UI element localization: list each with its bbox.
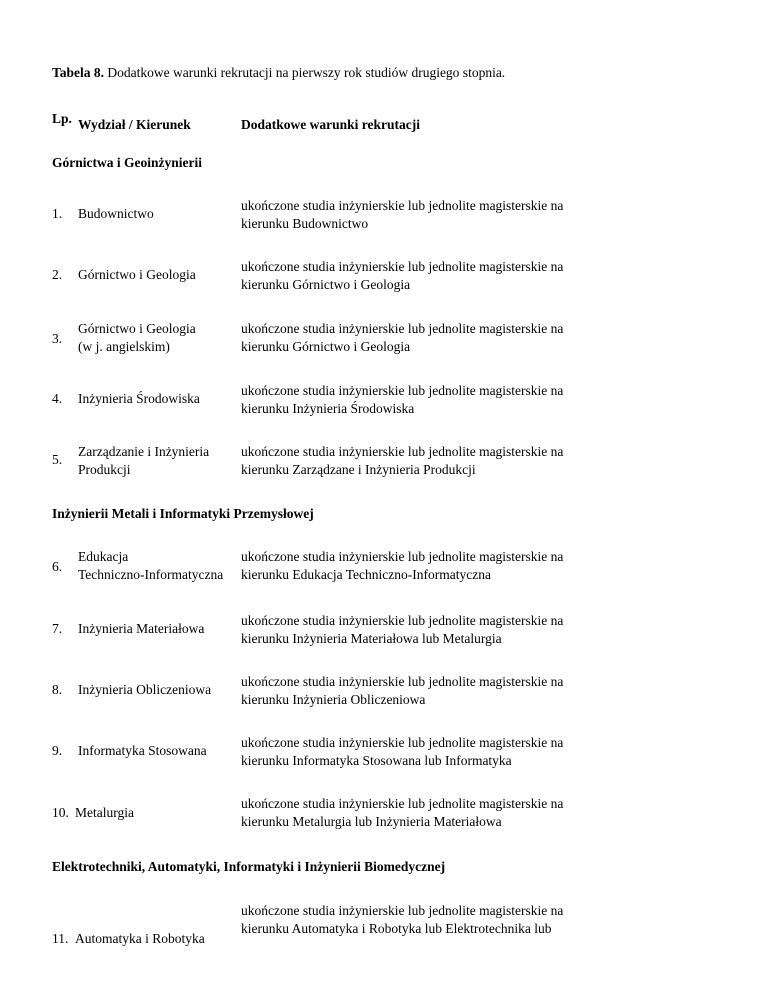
row-number: 1. <box>52 206 63 221</box>
row-field: (w j. angielskim) <box>78 339 170 354</box>
row-condition-line: kierunku Zarządzane i Inżynieria Produkcji <box>241 462 476 477</box>
row-condition-line: ukończone studia inżynierskie lub jednolite magisterskie na <box>241 444 564 459</box>
row-condition-line: ukończone studia inżynierskie lub jednolite magisterskie na <box>241 735 564 750</box>
row-condition-line: ukończone studia inżynierskie lub jednolite magisterskie na <box>241 321 564 336</box>
header-lp: Lp. <box>52 111 72 126</box>
row-field: Inżynieria Obliczeniowa <box>78 682 212 697</box>
row-condition-line: kierunku Automatyka i Robotyka lub Elektrotechnika lub <box>241 921 552 936</box>
header-conditions: Dodatkowe warunki rekrutacji <box>241 117 421 132</box>
row-condition-line: ukończone studia inżynierskie lub jednolite magisterskie na <box>241 549 564 564</box>
row-condition-line: kierunku Metalurgia lub Inżynieria Materiałowa <box>241 814 502 829</box>
row-field: Automatyka i Robotyka <box>75 931 205 946</box>
row-condition-line: ukończone studia inżynierskie lub jednolite magisterskie na <box>241 198 564 213</box>
section-heading: Górnictwa i Geoinżynierii <box>52 155 202 170</box>
row-condition-line: ukończone studia inżynierskie lub jednolite magisterskie na <box>241 903 564 918</box>
row-number: 6. <box>52 559 63 574</box>
table-caption-text: Dodatkowe warunki rekrutacji na pierwszy rok studiów drugiego stopnia. <box>104 65 506 80</box>
row-field: Inżynieria Środowiska <box>78 391 200 406</box>
row-field: Górnictwo i Geologia <box>78 267 196 282</box>
header-field: Wydział / Kierunek <box>78 117 191 132</box>
section-heading: Inżynierii Metali i Informatyki Przemysłowej <box>52 506 314 521</box>
row-condition-line: kierunku Górnictwo i Geologia <box>241 277 411 292</box>
row-condition-line: kierunku Inżynieria Obliczeniowa <box>241 692 426 707</box>
table-caption-label: Tabela 8. <box>52 65 105 80</box>
row-number: 7. <box>52 621 63 636</box>
row-field: Inżynieria Materiałowa <box>78 621 205 636</box>
table-caption <box>52 64 505 82</box>
row-number: 5. <box>52 452 63 467</box>
row-number: 8. <box>52 682 63 697</box>
row-condition-line: kierunku Budownictwo <box>241 216 369 231</box>
row-condition-line: kierunku Inżynieria Materiałowa lub Metalurgia <box>241 631 502 646</box>
row-number: 10. <box>52 805 69 820</box>
row-number: 11. <box>52 931 69 946</box>
row-condition-line: ukończone studia inżynierskie lub jednolite magisterskie na <box>241 383 564 398</box>
row-field: Techniczno-Informatyczna <box>78 567 224 582</box>
row-condition-line: kierunku Informatyka Stosowana lub Informatyka <box>241 753 512 768</box>
row-condition-line: ukończone studia inżynierskie lub jednolite magisterskie na <box>241 259 564 274</box>
row-condition-line: kierunku Edukacja Techniczno-Informatyczna <box>241 567 491 582</box>
row-condition-line: ukończone studia inżynierskie lub jednolite magisterskie na <box>241 674 564 689</box>
row-field: Budownictwo <box>78 206 154 221</box>
row-number: 2. <box>52 267 63 282</box>
row-field: Metalurgia <box>75 805 134 820</box>
row-condition-line: ukończone studia inżynierskie lub jednolite magisterskie na <box>241 613 564 628</box>
row-condition-line: kierunku Górnictwo i Geologia <box>241 339 411 354</box>
row-condition-line: ukończone studia inżynierskie lub jednolite magisterskie na <box>241 796 564 811</box>
row-field: Edukacja <box>78 549 129 564</box>
section-heading: Elektrotechniki, Automatyki, Informatyki i Inżynierii Biomedycznej <box>52 859 446 874</box>
row-field: Górnictwo i Geologia <box>78 321 196 336</box>
row-number: 9. <box>52 743 63 758</box>
row-field: Zarządzanie i Inżynieria <box>78 444 210 459</box>
row-number: 3. <box>52 331 63 346</box>
row-number: 4. <box>52 391 63 406</box>
row-field: Informatyka Stosowana <box>78 743 207 758</box>
row-field: Produkcji <box>78 462 131 477</box>
row-condition-line: kierunku Inżynieria Środowiska <box>241 401 415 416</box>
